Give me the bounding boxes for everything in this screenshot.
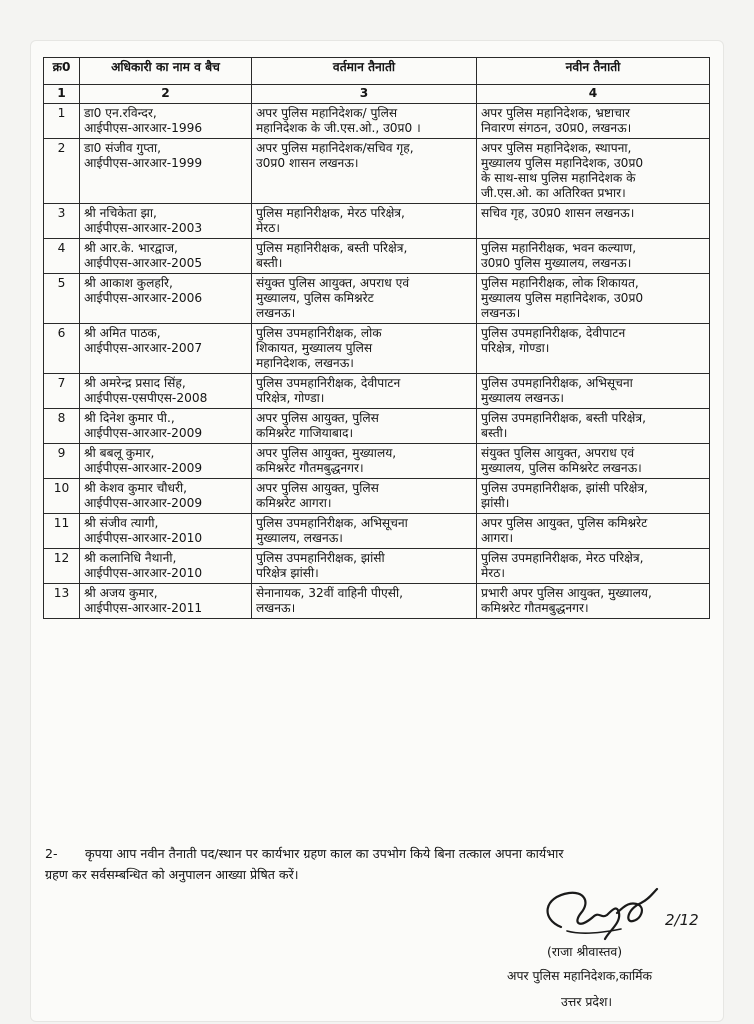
serial-number: 7 (44, 374, 80, 409)
cell-line: आईपीएस-आरआर-1999 (84, 156, 203, 170)
officer-name-cell (80, 274, 252, 324)
table-row (44, 584, 710, 619)
officer-name-cell (80, 479, 252, 514)
table-row (44, 104, 710, 139)
cell-line: अपर पुलिस आयुक्त, पुलिस (256, 411, 379, 425)
current-posting-cell (252, 584, 477, 619)
cell-line: आईपीएस-आरआर-2009 (84, 426, 203, 440)
officer-name-cell (80, 204, 252, 239)
table-row (44, 514, 710, 549)
cell-line: श्री संजीव त्यागी, (84, 516, 159, 530)
cell-line: पुलिस उपमहानिरीक्षक, बस्ती परिक्षेत्र, (481, 411, 646, 425)
table-row (44, 549, 710, 584)
transfer-table (43, 57, 710, 619)
current-posting-cell (252, 479, 477, 514)
serial-number: 2 (44, 139, 80, 204)
current-posting-cell (252, 104, 477, 139)
cell-line: श्री अमित पाठक, (84, 326, 161, 340)
cell-line: आईपीएस-आरआर-2005 (84, 256, 203, 270)
header-officer-name: अधिकारी का नाम व बैच (80, 58, 252, 85)
cell-line: आईपीएस-आरआर-2007 (84, 341, 203, 355)
cell-line: अपर पुलिस महानिदेशक, भ्रष्टाचार (481, 106, 630, 120)
cell-line: संयुक्त पुलिस आयुक्त, अपराध एवं (481, 446, 635, 460)
cell-line: आईपीएस-आरआर-2011 (84, 601, 203, 615)
cell-line: परिक्षेत्र, गोण्डा। (481, 341, 550, 355)
cell-line: पुलिस उपमहानिरीक्षक, अभिसूचना (256, 516, 408, 530)
cell-line: झांसी। (481, 496, 510, 510)
cell-line: आईपीएस-आरआर-2009 (84, 461, 203, 475)
cell-line: पुलिस उपमहानिरीक्षक, मेरठ परिक्षेत्र, (481, 551, 644, 565)
officer-name-cell (80, 444, 252, 479)
table-row (44, 324, 710, 374)
cell-line: अपर पुलिस महानिदेशक/सचिव गृह, (256, 141, 414, 155)
officer-name-cell (80, 584, 252, 619)
cell-line: अपर पुलिस आयुक्त, पुलिस कमिश्नरेट (481, 516, 648, 530)
new-posting-cell (477, 549, 710, 584)
current-posting-cell (252, 549, 477, 584)
new-posting-cell (477, 374, 710, 409)
cell-line: परिक्षेत्र, गोण्डा। (256, 391, 325, 405)
cell-line: के साथ-साथ पुलिस महानिदेशक के (481, 171, 636, 185)
cell-line: मेरठ। (481, 566, 505, 580)
cell-line: श्री अमरेन्द्र प्रसाद सिंह, (84, 376, 186, 390)
cell-line: मेरठ। (256, 221, 280, 235)
current-posting-cell (252, 444, 477, 479)
note-line-1: कृपया आप नवीन तैनाती पद/स्थान पर कार्यभार ग्रहण काल का उपभोग किये बिना तत्काल अपना कार्यभार (85, 846, 564, 861)
cell-line: मुख्यालय, पुलिस कमिश्नरेट (256, 291, 374, 305)
current-posting-cell (252, 139, 477, 204)
cell-line: जी.एस.ओ. का अतिरिक्त प्रभार। (481, 186, 626, 200)
signature-block (501, 879, 711, 1019)
table-row (44, 139, 710, 204)
cell-line: शिकायत, मुख्यालय पुलिस (256, 341, 373, 355)
table-row (44, 374, 710, 409)
cell-line: श्री अजय कुमार, (84, 586, 158, 600)
table-row (44, 444, 710, 479)
note-line-2: ग्रहण कर सर्वसम्बन्धित को अनुपालन आख्या प्रेषित करें। (45, 867, 299, 882)
cell-line: पुलिस उपमहानिरीक्षक, झांसी (256, 551, 385, 565)
column-number: 2 (80, 85, 252, 104)
cell-line: आईपीएस-आरआर-2010 (84, 566, 203, 580)
cell-line: पुलिस महानिरीक्षक, बस्ती परिक्षेत्र, (256, 241, 408, 255)
cell-line: मुख्यालय पुलिस महानिदेशक, उ0प्र0 (481, 156, 644, 170)
cell-line: आईपीएस-आरआर-2009 (84, 496, 203, 510)
serial-number: 12 (44, 549, 80, 584)
table-row (44, 479, 710, 514)
table-row (44, 239, 710, 274)
signatory-state: उत्तर प्रदेश। (561, 994, 613, 1009)
new-posting-cell (477, 409, 710, 444)
serial-number: 4 (44, 239, 80, 274)
cell-line: पुलिस उपमहानिरीक्षक, अभिसूचना (481, 376, 633, 390)
cell-line: अपर पुलिस आयुक्त, पुलिस (256, 481, 379, 495)
cell-line: बस्ती। (256, 256, 283, 270)
officer-name-cell (80, 549, 252, 584)
signatory-designation: अपर पुलिस महानिदेशक,कार्मिक (507, 968, 653, 983)
new-posting-cell (477, 104, 710, 139)
cell-line: उ0प्र0 पुलिस मुख्यालय, लखनऊ। (481, 256, 632, 270)
cell-line: निवारण संगठन, उ0प्र0, लखनऊ। (481, 121, 632, 135)
header-serial: क्र0 (44, 58, 80, 85)
new-posting-cell (477, 239, 710, 274)
new-posting-cell (477, 274, 710, 324)
table-row (44, 409, 710, 444)
table-row (44, 274, 710, 324)
officer-name-cell (80, 374, 252, 409)
current-posting-cell (252, 274, 477, 324)
new-posting-cell (477, 324, 710, 374)
serial-number: 6 (44, 324, 80, 374)
current-posting-cell (252, 239, 477, 274)
cell-line: प्रभारी अपर पुलिस आयुक्त, मुख्यालय, (481, 586, 652, 600)
new-posting-cell (477, 444, 710, 479)
cell-line: उ0प्र0 शासन लखनऊ। (256, 156, 359, 170)
cell-line: अपर पुलिस महानिदेशक/ पुलिस (256, 106, 398, 120)
new-posting-cell (477, 584, 710, 619)
cell-line: महानिदेशक के जी.एस.ओ., उ0प्र0 । (256, 121, 421, 135)
cell-line: अपर पुलिस आयुक्त, मुख्यालय, (256, 446, 397, 460)
serial-number: 5 (44, 274, 80, 324)
new-posting-cell (477, 139, 710, 204)
serial-number: 1 (44, 104, 80, 139)
serial-number: 13 (44, 584, 80, 619)
cell-line: लखनऊ। (256, 601, 296, 615)
cell-line: पुलिस उपमहानिरीक्षक, झांसी परिक्षेत्र, (481, 481, 648, 495)
header-current-posting: वर्तमान तैनाती (252, 58, 477, 85)
cell-line: लखनऊ। (481, 306, 521, 320)
cell-line: आईपीएस-एसपीएस-2008 (84, 391, 208, 405)
cell-line: मुख्यालय, पुलिस कमिश्नरेट लखनऊ। (481, 461, 642, 475)
signatory-name: (राजा श्रीवास्तव) (547, 944, 623, 959)
cell-line: आईपीएस-आरआर-1996 (84, 121, 203, 135)
cell-line: मुख्यालय, लखनऊ। (256, 531, 343, 545)
cell-line: अपर पुलिस महानिदेशक, स्थापना, (481, 141, 632, 155)
signature-date: 2/12 (665, 911, 699, 929)
cell-line: मुख्यालय लखनऊ। (481, 391, 565, 405)
current-posting-cell (252, 514, 477, 549)
cell-line: श्री आर.के. भारद्वाज, (84, 241, 178, 255)
column-number-row (44, 85, 710, 104)
cell-line: महानिदेशक, लखनऊ। (256, 356, 354, 370)
column-number: 1 (44, 85, 80, 104)
column-number: 3 (252, 85, 477, 104)
current-posting-cell (252, 374, 477, 409)
cell-line: आईपीएस-आरआर-2010 (84, 531, 203, 545)
cell-line: लखनऊ। (256, 306, 296, 320)
officer-name-cell (80, 104, 252, 139)
cell-line: श्री केशव कुमार चौधरी, (84, 481, 188, 495)
officer-name-cell (80, 239, 252, 274)
new-posting-cell (477, 479, 710, 514)
officer-name-cell (80, 324, 252, 374)
officer-name-cell (80, 139, 252, 204)
cell-line: आईपीएस-आरआर-2003 (84, 221, 203, 235)
cell-line: श्री बबलू कुमार, (84, 446, 155, 460)
table-row (44, 204, 710, 239)
cell-line: श्री नचिकेता झा, (84, 206, 157, 220)
current-posting-cell (252, 409, 477, 444)
cell-line: कमिश्नरेट गौतमबुद्धनगर। (481, 601, 589, 615)
officer-name-cell (80, 409, 252, 444)
cell-line: कमिश्नरेट गाजियाबाद। (256, 426, 354, 440)
serial-number: 3 (44, 204, 80, 239)
cell-line: पुलिस उपमहानिरीक्षक, देवीपाटन (481, 326, 626, 340)
new-posting-cell (477, 204, 710, 239)
cell-line: पुलिस महानिरीक्षक, भवन कल्याण, (481, 241, 637, 255)
cell-line: कमिश्नरेट आगरा। (256, 496, 332, 510)
officer-name-cell (80, 514, 252, 549)
cell-line: श्री दिनेश कुमार पी., (84, 411, 175, 425)
cell-line: संयुक्त पुलिस आयुक्त, अपराध एवं (256, 276, 410, 290)
cell-line: सेनानायक, 32वीं वाहिनी पीएसी, (256, 586, 404, 600)
note-number: 2- (45, 846, 58, 861)
table-body (44, 104, 710, 619)
cell-line: मुख्यालय पुलिस महानिदेशक, उ0प्र0 (481, 291, 644, 305)
current-posting-cell (252, 204, 477, 239)
document-page (30, 40, 724, 1022)
cell-line: पुलिस उपमहानिरीक्षक, देवीपाटन (256, 376, 401, 390)
cell-line: कमिश्नरेट गौतमबुद्धनगर। (256, 461, 364, 475)
serial-number: 9 (44, 444, 80, 479)
cell-line: बस्ती। (481, 426, 508, 440)
cell-line: पुलिस महानिरीक्षक, लोक शिकायत, (481, 276, 639, 290)
serial-number: 10 (44, 479, 80, 514)
handwritten-signature (521, 879, 711, 949)
cell-line: आईपीएस-आरआर-2006 (84, 291, 203, 305)
cell-line: श्री आकाश कुलहरि, (84, 276, 173, 290)
header-new-posting: नवीन तैनाती (477, 58, 710, 85)
cell-line: पुलिस महानिरीक्षक, मेरठ परिक्षेत्र, (256, 206, 405, 220)
serial-number: 8 (44, 409, 80, 444)
cell-line: डा0 संजीव गुप्ता, (84, 141, 161, 155)
new-posting-cell (477, 514, 710, 549)
cell-line: डा0 एन.रविन्दर, (84, 106, 157, 120)
column-number: 4 (477, 85, 710, 104)
cell-line: श्री कलानिधि नैथानी, (84, 551, 177, 565)
current-posting-cell (252, 324, 477, 374)
cell-line: आगरा। (481, 531, 514, 545)
cell-line: पुलिस उपमहानिरीक्षक, लोक (256, 326, 382, 340)
serial-number: 11 (44, 514, 80, 549)
cell-line: परिक्षेत्र झांसी। (256, 566, 319, 580)
cell-line: सचिव गृह, उ0प्र0 शासन लखनऊ। (481, 206, 635, 220)
table-header-row (44, 58, 710, 85)
